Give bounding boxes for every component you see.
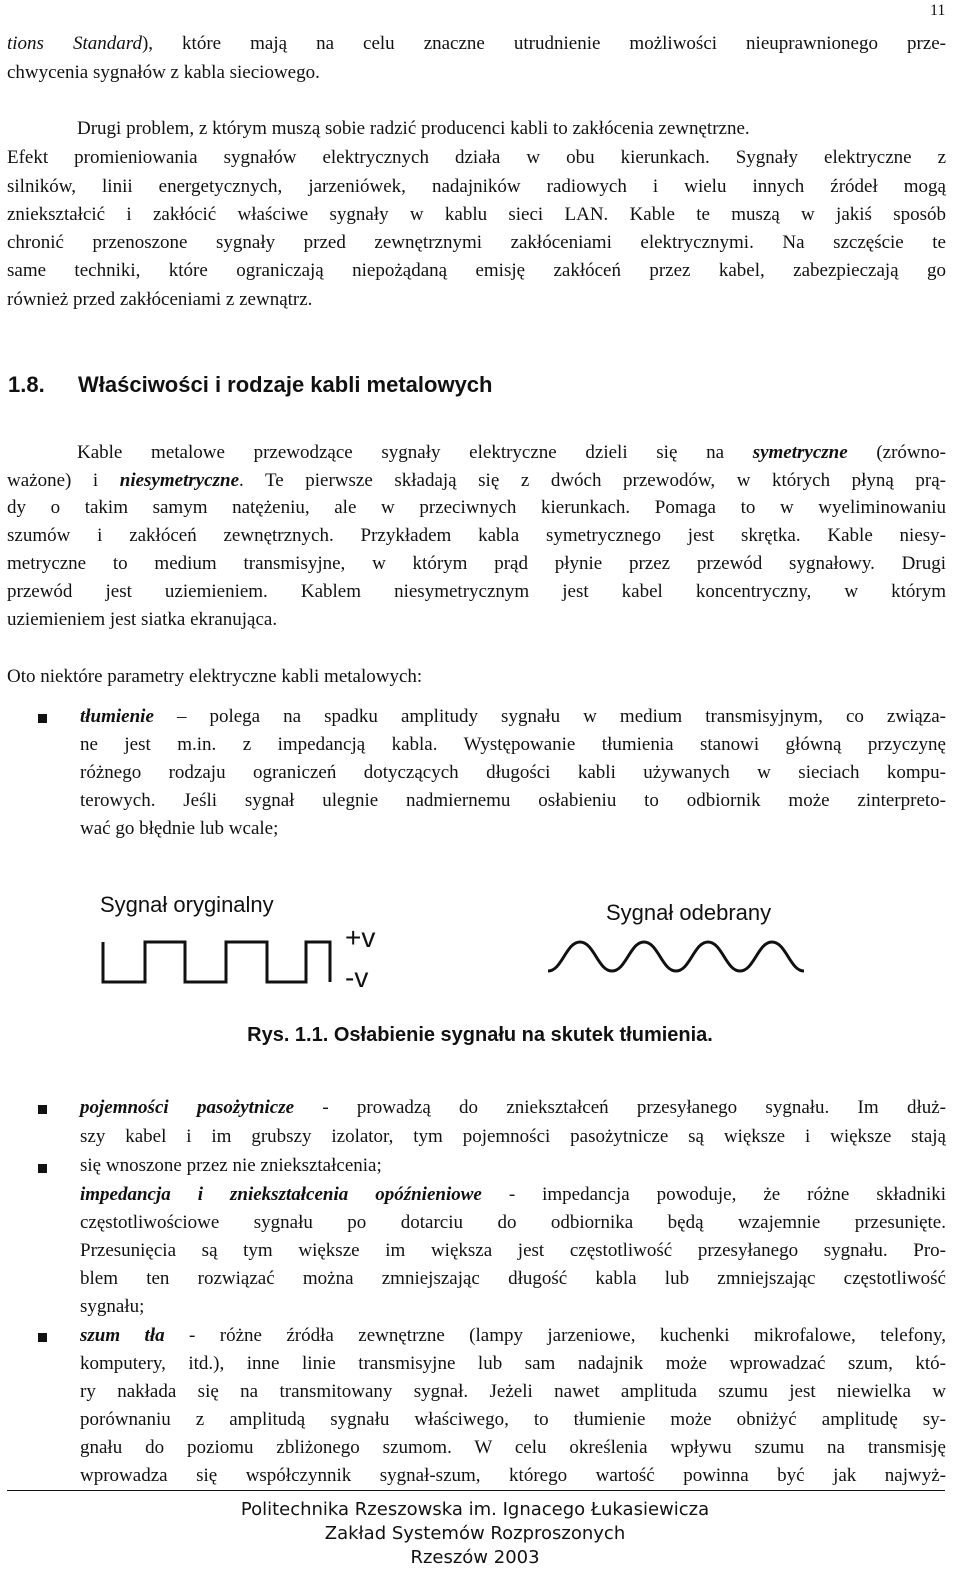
list-item-line: częstotliwościowe sygnału po dotarciu do odbiornika będą wzajemnie przesunięte. xyxy=(80,1212,946,1233)
list-item-line: się wnoszone przez nie zniekształcenia; xyxy=(80,1155,382,1176)
paragraph-line: zniekształcić i zakłócić właściwe sygnały w kablu sieci LAN. Kable te muszą w jakiś sposób xyxy=(7,204,946,225)
paragraph-line: szumów i zakłóceń zewnętrznych. Przykładem kabla symetrycznego jest skrętka. Kable niesy- xyxy=(7,525,946,546)
list-item-line: komputery, itd.), inne linie transmisyjne lub sam nadajnik może wprowadzać szum, któ- xyxy=(80,1353,946,1374)
paragraph-line: chronić przenoszone sygnały przed zewnętrznymi zakłóceniami elektrycznymi. Na szczęście te xyxy=(7,232,946,253)
section-number: 1.8. xyxy=(8,372,45,397)
section-title: Właściwości i rodzaje kabli metalowych xyxy=(78,372,493,397)
list-term: pojemności pasożytnicze xyxy=(80,1097,295,1118)
text-fragment: - różne źródła zewnętrzne (lampy jarzeniowe, kuchenki mikrofalowe, telefony, xyxy=(164,1325,946,1346)
list-term: szum tła xyxy=(80,1325,165,1346)
paragraph-line: Drugi problem, z którym muszą sobie radzić producenci kabli to zakłócenia zewnętrzne. xyxy=(77,118,750,139)
list-item-line: Przesunięcia są tym większe im większa jest częstotliwość przesyłanego sygnału. Pro- xyxy=(80,1240,946,1261)
square-wave xyxy=(103,942,330,982)
footer-university: Politechnika Rzeszowska im. Ignacego Łukasiewicza xyxy=(240,1499,710,1520)
figure-label-plus-v: +v xyxy=(345,922,376,953)
paragraph-line: same techniki, które ograniczają niepożądaną emisję zakłóceń przez kabel, zabezpieczają go xyxy=(7,260,946,281)
text-fragment: . Te pierwsze składają się z dwóch przewodów, w których płyną prą- xyxy=(239,470,946,491)
bullet-square-icon xyxy=(38,1333,47,1342)
page-number: 11 xyxy=(930,2,946,19)
text-fragment: - prowadzą do zniekształceń przesyłanego sygnału. Im dłuż- xyxy=(294,1097,946,1118)
list-item-line: szy kabel i im grubszy izolator, tym pojemności pasożytnicze są większe i większe stają xyxy=(80,1126,946,1147)
list-item-line xyxy=(80,1097,946,1119)
attenuated-wave xyxy=(548,942,804,971)
text-fragment: (zrówno- xyxy=(847,442,946,463)
list-item-line: ne jest m.in. z impedancją kabla. Występowanie tłumienia stanowi główną przyczynę xyxy=(80,734,946,755)
list-item-line: sygnału; xyxy=(80,1296,145,1317)
figure-label-original: Sygnał oryginalny xyxy=(100,892,274,917)
text-fragment: ), które mają na celu znaczne utrudnienie możliwości nieuprawnionego prze- xyxy=(141,33,946,54)
paragraph-line: również przed zakłóceniami z zewnątrz. xyxy=(7,289,313,310)
footer-place-year: Rzeszów 2003 xyxy=(410,1547,540,1568)
list-term: impedancja i zniekształcenia opóźnieniowe xyxy=(80,1184,482,1205)
intro-line: Oto niektóre parametry elektryczne kabli metalowych: xyxy=(7,666,423,687)
list-item-line xyxy=(80,1325,946,1347)
paragraph-line: silników, linii energetycznych, jarzeniówek, nadajników radiowych i wielu innych źródeł mogą xyxy=(7,176,946,197)
paragraph-line: uziemieniem jest siatka ekranująca. xyxy=(7,609,278,630)
text-fragment: – polega na spadku amplitudy sygnału w medium transmisyjnym, co związa- xyxy=(153,706,946,727)
list-item-line: wprowadza się współczynnik sygnał-szum, którego wartość powinna być jak najwyż- xyxy=(80,1465,946,1486)
figure-caption: Rys. 1.1. Osłabienie sygnału na skutek tłumienia. xyxy=(247,1024,713,1046)
list-item-line: porównaniu z amplitudą sygnału właściwego, to tłumienie może obniżyć amplitudę sy- xyxy=(80,1409,946,1430)
paragraph-line: Efekt promieniowania sygnałów elektrycznych działa w obu kierunkach. Sygnały elektryczne z xyxy=(7,147,946,168)
list-item-line xyxy=(80,1184,946,1206)
emphasis: niesymetryczne xyxy=(119,470,240,491)
text-fragment: Kable metalowe przewodzące sygnały elektryczne dzieli się na xyxy=(77,442,753,463)
list-item-line: wać go błędnie lub wcale; xyxy=(80,818,279,839)
text-fragment: - impedancja powoduje, że różne składniki xyxy=(481,1184,947,1205)
footer-department: Zakład Systemów Rozproszonych xyxy=(324,1523,626,1544)
list-item-line: różnego rodzaju ograniczeń dotyczących długości kabli używanych w sieciach kompu- xyxy=(80,762,946,783)
italic-fragment: tions Standard xyxy=(7,33,142,54)
figure-label-minus-v: -v xyxy=(345,962,369,993)
paragraph-line: przewód jest uziemieniem. Kablem niesymetrycznym jest kabel koncentryczny, w którym xyxy=(7,581,946,602)
emphasis: symetryczne xyxy=(752,442,848,463)
list-item-line: terowych. Jeśli sygnał ulegnie nadmiernemu osłabieniu to odbiornik może zinterpreto- xyxy=(80,790,946,811)
footer-rule xyxy=(7,1490,945,1491)
bullet-square-icon xyxy=(38,1105,47,1114)
paragraph-line: metryczne to medium transmisyjne, w którym prąd płynie przez przewód sygnałowy. Drugi xyxy=(7,553,946,574)
bullet-square-icon xyxy=(38,1164,47,1173)
paragraph-line: chwycenia sygnałów z kabla sieciowego. xyxy=(7,62,320,83)
text-fragment: ważone) i xyxy=(7,470,120,491)
figure-label-received: Sygnał odebrany xyxy=(606,900,772,925)
list-term: tłumienie xyxy=(80,706,154,727)
paragraph-line: dy o takim samym natężeniu, ale w przeciwnych kierunkach. Pomaga to w wyeliminowaniu xyxy=(7,497,946,518)
list-item-line: ry nakłada się na transmitowany sygnał. Jeżeli nawet amplituda szumu jest niewielka w xyxy=(80,1381,946,1402)
list-item-line: gnału do poziomu zbliżonego szumom. W celu określenia wpływu szumu na transmisję xyxy=(80,1437,946,1458)
list-item-line: blem ten rozwiązać można zmniejszając długość kabla lub zmniejszając częstotliwość xyxy=(80,1268,946,1289)
